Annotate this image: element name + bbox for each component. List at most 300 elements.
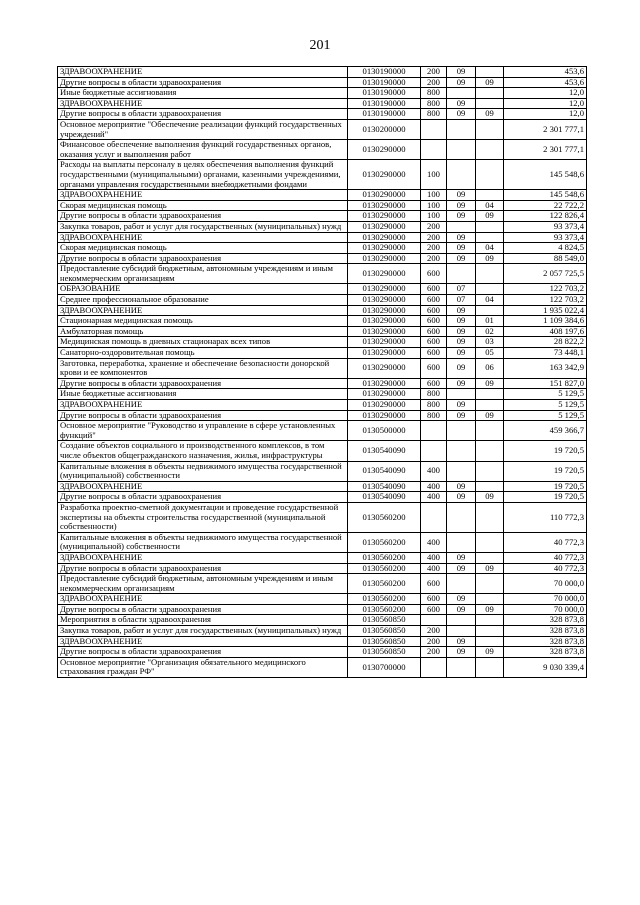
- table-row: [58, 221, 587, 232]
- expense-type-cell: 200: [421, 77, 447, 88]
- table-row: [58, 211, 587, 222]
- expense-type-cell: 600: [421, 295, 447, 306]
- table-row: [58, 232, 587, 243]
- table-row: [58, 316, 587, 327]
- amount-cell: 145 548,6: [504, 190, 587, 201]
- expense-type-cell: [421, 657, 447, 677]
- expense-type-cell: 600: [421, 316, 447, 327]
- target-article-cell: 0130560850: [348, 636, 421, 647]
- target-article-cell: 0130290000: [348, 337, 421, 348]
- amount-cell: 73 448,1: [504, 348, 587, 359]
- table-row: [58, 421, 587, 441]
- expense-type-cell: 600: [421, 284, 447, 295]
- table-row: [58, 67, 587, 78]
- amount-cell: 1 935 022,4: [504, 305, 587, 316]
- table-row: [58, 441, 587, 461]
- table-row: [58, 326, 587, 337]
- expense-name-cell: Другие вопросы в области здравоохранения: [58, 492, 348, 503]
- subsection-cell: 04: [476, 243, 504, 254]
- table-row: [58, 389, 587, 400]
- amount-cell: 88 549,0: [504, 253, 587, 264]
- section-cell: [447, 657, 476, 677]
- section-cell: 09: [447, 552, 476, 563]
- amount-cell: 122 703,2: [504, 295, 587, 306]
- table-row: [58, 98, 587, 109]
- amount-cell: 9 030 339,4: [504, 657, 587, 677]
- section-cell: [447, 502, 476, 532]
- amount-cell: 12,0: [504, 88, 587, 99]
- table-row: [58, 400, 587, 411]
- amount-cell: 110 772,3: [504, 502, 587, 532]
- expense-name-cell: Закупка товаров, работ и услуг для государственных (муниципальных) нужд: [58, 626, 348, 637]
- section-cell: [447, 389, 476, 400]
- expense-type-cell: 800: [421, 389, 447, 400]
- section-cell: 09: [447, 67, 476, 78]
- amount-cell: 93 373,4: [504, 232, 587, 243]
- target-article-cell: 0130190000: [348, 98, 421, 109]
- table-row: [58, 253, 587, 264]
- amount-cell: 151 827,0: [504, 378, 587, 389]
- expense-type-cell: 400: [421, 492, 447, 503]
- target-article-cell: 0130560200: [348, 563, 421, 574]
- expense-name-cell: Финансовое обеспечение выполнения функций государственных органов, оказания услуг и выполнения работ: [58, 140, 348, 160]
- expense-type-cell: 200: [421, 647, 447, 658]
- target-article-cell: 0130540090: [348, 461, 421, 481]
- table-row: [58, 88, 587, 99]
- subsection-cell: 09: [476, 77, 504, 88]
- section-cell: 09: [447, 77, 476, 88]
- target-article-cell: 0130540090: [348, 492, 421, 503]
- target-article-cell: 0130290000: [348, 295, 421, 306]
- target-article-cell: 0130560200: [348, 594, 421, 605]
- section-cell: [447, 264, 476, 284]
- target-article-cell: 0130290000: [348, 211, 421, 222]
- amount-cell: 70 000,0: [504, 574, 587, 594]
- target-article-cell: 0130290000: [348, 284, 421, 295]
- expense-type-cell: 600: [421, 348, 447, 359]
- subsection-cell: [476, 98, 504, 109]
- expense-name-cell: ЗДРАВООХРАНЕНИЕ: [58, 190, 348, 201]
- section-cell: 09: [447, 305, 476, 316]
- subsection-cell: 01: [476, 316, 504, 327]
- section-cell: 09: [447, 378, 476, 389]
- subsection-cell: 09: [476, 378, 504, 389]
- table-row: [58, 119, 587, 139]
- table-row: [58, 305, 587, 316]
- section-cell: 09: [447, 358, 476, 378]
- amount-cell: 12,0: [504, 109, 587, 120]
- section-cell: [447, 532, 476, 552]
- section-cell: [447, 574, 476, 594]
- expense-name-cell: Капитальные вложения в объекты недвижимого имущества государственной (муниципальной) собственности: [58, 461, 348, 481]
- target-article-cell: 0130500000: [348, 421, 421, 441]
- target-article-cell: 0130560200: [348, 552, 421, 563]
- subsection-cell: 09: [476, 410, 504, 421]
- expense-type-cell: 600: [421, 604, 447, 615]
- subsection-cell: [476, 421, 504, 441]
- table-row: [58, 410, 587, 421]
- expense-name-cell: Расходы на выплаты персоналу в целях обеспечения выполнения функций государственными (муниципальными) органами, казенными учреждениями, органами управления государственными внебюджетными фондами: [58, 160, 348, 190]
- amount-cell: 2 057 725,5: [504, 264, 587, 284]
- target-article-cell: 0130200000: [348, 119, 421, 139]
- table-row: [58, 636, 587, 647]
- target-article-cell: 0130190000: [348, 109, 421, 120]
- section-cell: [447, 160, 476, 190]
- target-article-cell: 0130540090: [348, 441, 421, 461]
- amount-cell: 2 301 777,1: [504, 119, 587, 139]
- table-row: [58, 358, 587, 378]
- amount-cell: 145 548,6: [504, 160, 587, 190]
- section-cell: [447, 421, 476, 441]
- subsection-cell: [476, 67, 504, 78]
- target-article-cell: 0130560200: [348, 532, 421, 552]
- expense-type-cell: 200: [421, 636, 447, 647]
- table-row: [58, 160, 587, 190]
- expense-name-cell: Разработка проектно-сметной документации и проведение государственной экспертизы на объекты строительства государственной (муниципальной собственности): [58, 502, 348, 532]
- section-cell: 07: [447, 284, 476, 295]
- expense-name-cell: Другие вопросы в области здравоохранения: [58, 109, 348, 120]
- expense-type-cell: 600: [421, 337, 447, 348]
- target-article-cell: 0130290000: [348, 160, 421, 190]
- amount-cell: 122 826,4: [504, 211, 587, 222]
- amount-cell: 1 109 384,6: [504, 316, 587, 327]
- expense-type-cell: 200: [421, 626, 447, 637]
- section-cell: [447, 140, 476, 160]
- subsection-cell: 05: [476, 348, 504, 359]
- subsection-cell: [476, 615, 504, 626]
- expense-type-cell: 200: [421, 253, 447, 264]
- table-row: [58, 481, 587, 492]
- subsection-cell: [476, 461, 504, 481]
- target-article-cell: 0130290000: [348, 348, 421, 359]
- section-cell: 09: [447, 253, 476, 264]
- subsection-cell: 04: [476, 200, 504, 211]
- subsection-cell: [476, 481, 504, 492]
- section-cell: 09: [447, 109, 476, 120]
- expense-type-cell: 400: [421, 552, 447, 563]
- target-article-cell: 0130560850: [348, 647, 421, 658]
- expense-type-cell: [421, 441, 447, 461]
- expense-name-cell: Медицинская помощь в дневных стационарах всех типов: [58, 337, 348, 348]
- amount-cell: 328 873,8: [504, 615, 587, 626]
- table-row: [58, 502, 587, 532]
- expense-type-cell: [421, 119, 447, 139]
- table-row: [58, 461, 587, 481]
- target-article-cell: 0130290000: [348, 389, 421, 400]
- target-article-cell: 0130560850: [348, 615, 421, 626]
- expense-type-cell: 400: [421, 563, 447, 574]
- expense-name-cell: Среднее профессиональное образование: [58, 295, 348, 306]
- table-row: [58, 563, 587, 574]
- expense-type-cell: 200: [421, 221, 447, 232]
- amount-cell: 19 720,5: [504, 481, 587, 492]
- target-article-cell: 0130290000: [348, 316, 421, 327]
- target-article-cell: 0130560200: [348, 604, 421, 615]
- expense-name-cell: Капитальные вложения в объекты недвижимого имущества государственной (муниципальной) собственности: [58, 532, 348, 552]
- expense-type-cell: 800: [421, 410, 447, 421]
- expense-name-cell: Иные бюджетные ассигнования: [58, 389, 348, 400]
- section-cell: 09: [447, 410, 476, 421]
- subsection-cell: [476, 88, 504, 99]
- amount-cell: 5 129,5: [504, 400, 587, 411]
- expense-type-cell: 200: [421, 243, 447, 254]
- subsection-cell: 09: [476, 647, 504, 658]
- amount-cell: 453,6: [504, 77, 587, 88]
- expense-type-cell: 600: [421, 264, 447, 284]
- section-cell: 09: [447, 200, 476, 211]
- expense-name-cell: Другие вопросы в области здравоохранения: [58, 563, 348, 574]
- amount-cell: 19 720,5: [504, 492, 587, 503]
- table-row: [58, 626, 587, 637]
- amount-cell: 459 366,7: [504, 421, 587, 441]
- subsection-cell: [476, 626, 504, 637]
- expense-type-cell: 100: [421, 200, 447, 211]
- section-cell: [447, 626, 476, 637]
- page-number: 201: [309, 38, 331, 53]
- target-article-cell: 0130290000: [348, 221, 421, 232]
- subsection-cell: [476, 160, 504, 190]
- subsection-cell: 09: [476, 253, 504, 264]
- expense-name-cell: ЗДРАВООХРАНЕНИЕ: [58, 232, 348, 243]
- target-article-cell: 0130290000: [348, 358, 421, 378]
- table-row: [58, 574, 587, 594]
- table-row: [58, 140, 587, 160]
- section-cell: 09: [447, 337, 476, 348]
- target-article-cell: 0130290000: [348, 232, 421, 243]
- section-cell: 09: [447, 190, 476, 201]
- subsection-cell: [476, 264, 504, 284]
- expense-type-cell: 600: [421, 378, 447, 389]
- target-article-cell: 0130290000: [348, 400, 421, 411]
- expense-name-cell: Предоставление субсидий бюджетным, автономным учреждениям и иным некоммерческим организациям: [58, 264, 348, 284]
- table-row: [58, 604, 587, 615]
- table-row: [58, 348, 587, 359]
- expense-name-cell: Стационарная медицинская помощь: [58, 316, 348, 327]
- subsection-cell: 09: [476, 109, 504, 120]
- subsection-cell: 09: [476, 492, 504, 503]
- amount-cell: 28 822,2: [504, 337, 587, 348]
- amount-cell: 328 873,8: [504, 636, 587, 647]
- table-row: [58, 264, 587, 284]
- table-row: [58, 615, 587, 626]
- subsection-cell: [476, 574, 504, 594]
- section-cell: [447, 221, 476, 232]
- expense-name-cell: Другие вопросы в области здравоохранения: [58, 604, 348, 615]
- target-article-cell: 0130560200: [348, 574, 421, 594]
- amount-cell: 328 873,8: [504, 626, 587, 637]
- expense-name-cell: ЗДРАВООХРАНЕНИЕ: [58, 67, 348, 78]
- section-cell: 09: [447, 348, 476, 359]
- target-article-cell: 0130290000: [348, 410, 421, 421]
- amount-cell: 22 722,2: [504, 200, 587, 211]
- table-row: [58, 532, 587, 552]
- target-article-cell: 0130540090: [348, 481, 421, 492]
- table-row: [58, 200, 587, 211]
- expense-type-cell: 100: [421, 160, 447, 190]
- target-article-cell: 0130290000: [348, 326, 421, 337]
- table-row: [58, 657, 587, 677]
- section-cell: [447, 441, 476, 461]
- expense-type-cell: 200: [421, 232, 447, 243]
- amount-cell: 453,6: [504, 67, 587, 78]
- section-cell: [447, 461, 476, 481]
- section-cell: 09: [447, 243, 476, 254]
- table-row: [58, 337, 587, 348]
- expense-name-cell: Другие вопросы в области здравоохранения: [58, 647, 348, 658]
- target-article-cell: 0130290000: [348, 264, 421, 284]
- expense-type-cell: 100: [421, 190, 447, 201]
- target-article-cell: 0130560850: [348, 626, 421, 637]
- subsection-cell: [476, 400, 504, 411]
- expense-type-cell: 800: [421, 88, 447, 99]
- subsection-cell: 09: [476, 563, 504, 574]
- subsection-cell: [476, 232, 504, 243]
- table-row: [58, 243, 587, 254]
- subsection-cell: 09: [476, 604, 504, 615]
- budget-table-body: [58, 67, 587, 678]
- section-cell: 09: [447, 492, 476, 503]
- amount-cell: 40 772,3: [504, 563, 587, 574]
- section-cell: 09: [447, 326, 476, 337]
- expense-name-cell: Другие вопросы в области здравоохранения: [58, 410, 348, 421]
- amount-cell: 5 129,5: [504, 389, 587, 400]
- section-cell: 09: [447, 98, 476, 109]
- expense-type-cell: 400: [421, 461, 447, 481]
- subsection-cell: 06: [476, 358, 504, 378]
- expense-name-cell: Основное мероприятие "Организация обязательного медицинского страхования граждан РФ": [58, 657, 348, 677]
- expense-name-cell: Основное мероприятие "Обеспечение реализации функций государственных учреждений": [58, 119, 348, 139]
- expense-name-cell: Скорая медицинская помощь: [58, 243, 348, 254]
- table-row: [58, 295, 587, 306]
- expense-name-cell: Закупка товаров, работ и услуг для государственных (муниципальных) нужд: [58, 221, 348, 232]
- expense-name-cell: ЗДРАВООХРАНЕНИЕ: [58, 636, 348, 647]
- target-article-cell: 0130190000: [348, 67, 421, 78]
- subsection-cell: 09: [476, 211, 504, 222]
- table-row: [58, 109, 587, 120]
- table-row: [58, 647, 587, 658]
- expense-type-cell: [421, 421, 447, 441]
- expense-type-cell: 800: [421, 400, 447, 411]
- table-row: [58, 594, 587, 605]
- subsection-cell: [476, 190, 504, 201]
- table-row: [58, 77, 587, 88]
- amount-cell: 19 720,5: [504, 441, 587, 461]
- table-row: [58, 378, 587, 389]
- subsection-cell: [476, 441, 504, 461]
- amount-cell: 122 703,2: [504, 284, 587, 295]
- expense-name-cell: Иные бюджетные ассигнования: [58, 88, 348, 99]
- subsection-cell: [476, 594, 504, 605]
- target-article-cell: 0130290000: [348, 200, 421, 211]
- section-cell: 09: [447, 594, 476, 605]
- expense-name-cell: Заготовка, переработка, хранение и обеспечение безопасности донорской крови и ее компонентов: [58, 358, 348, 378]
- expense-name-cell: Другие вопросы в области здравоохранения: [58, 211, 348, 222]
- subsection-cell: [476, 284, 504, 295]
- expense-type-cell: [421, 140, 447, 160]
- expense-type-cell: [421, 615, 447, 626]
- section-cell: 09: [447, 604, 476, 615]
- target-article-cell: 0130290000: [348, 243, 421, 254]
- expense-type-cell: 600: [421, 574, 447, 594]
- amount-cell: 70 000,0: [504, 604, 587, 615]
- subsection-cell: 02: [476, 326, 504, 337]
- section-cell: 07: [447, 295, 476, 306]
- section-cell: [447, 615, 476, 626]
- subsection-cell: [476, 657, 504, 677]
- amount-cell: 19 720,5: [504, 461, 587, 481]
- subsection-cell: [476, 502, 504, 532]
- expense-type-cell: 600: [421, 594, 447, 605]
- subsection-cell: [476, 119, 504, 139]
- amount-cell: 408 197,6: [504, 326, 587, 337]
- section-cell: 09: [447, 316, 476, 327]
- amount-cell: 93 373,4: [504, 221, 587, 232]
- section-cell: 09: [447, 647, 476, 658]
- target-article-cell: 0130290000: [348, 378, 421, 389]
- amount-cell: 40 772,3: [504, 552, 587, 563]
- expense-name-cell: Амбулаторная помощь: [58, 326, 348, 337]
- expense-type-cell: 400: [421, 532, 447, 552]
- amount-cell: 163 342,9: [504, 358, 587, 378]
- amount-cell: 2 301 777,1: [504, 140, 587, 160]
- expense-name-cell: Санаторно-оздоровительная помощь: [58, 348, 348, 359]
- expense-name-cell: Скорая медицинская помощь: [58, 200, 348, 211]
- expense-type-cell: 400: [421, 481, 447, 492]
- expense-name-cell: ОБРАЗОВАНИЕ: [58, 284, 348, 295]
- subsection-cell: 04: [476, 295, 504, 306]
- expense-type-cell: 100: [421, 211, 447, 222]
- target-article-cell: 0130290000: [348, 140, 421, 160]
- amount-cell: 40 772,3: [504, 532, 587, 552]
- section-cell: 09: [447, 400, 476, 411]
- section-cell: 09: [447, 211, 476, 222]
- expense-name-cell: ЗДРАВООХРАНЕНИЕ: [58, 98, 348, 109]
- section-cell: 09: [447, 563, 476, 574]
- subsection-cell: [476, 552, 504, 563]
- expense-name-cell: Основное мероприятие "Руководство и управление в сфере установленных функций": [58, 421, 348, 441]
- expense-name-cell: Другие вопросы в области здравоохранения: [58, 378, 348, 389]
- expense-name-cell: ЗДРАВООХРАНЕНИЕ: [58, 552, 348, 563]
- target-article-cell: 0130290000: [348, 305, 421, 316]
- expense-name-cell: Предоставление субсидий бюджетным, автономным учреждениям и иным некоммерческим организациям: [58, 574, 348, 594]
- expense-type-cell: 600: [421, 305, 447, 316]
- expense-type-cell: 800: [421, 98, 447, 109]
- subsection-cell: [476, 389, 504, 400]
- expense-name-cell: Другие вопросы в области здравоохранения: [58, 77, 348, 88]
- expense-name-cell: ЗДРАВООХРАНЕНИЕ: [58, 481, 348, 492]
- expense-name-cell: Создание объектов социального и производственного комплексов, в том числе объектов общегражданского назначения, жилья, инфраструктуры: [58, 441, 348, 461]
- target-article-cell: 0130190000: [348, 88, 421, 99]
- amount-cell: 70 000,0: [504, 594, 587, 605]
- section-cell: [447, 88, 476, 99]
- amount-cell: 5 129,5: [504, 410, 587, 421]
- amount-cell: 328 873,8: [504, 647, 587, 658]
- expense-type-cell: 200: [421, 67, 447, 78]
- section-cell: 09: [447, 232, 476, 243]
- table-row: [58, 190, 587, 201]
- table-row: [58, 284, 587, 295]
- table-row: [58, 492, 587, 503]
- expense-name-cell: ЗДРАВООХРАНЕНИЕ: [58, 594, 348, 605]
- target-article-cell: 0130290000: [348, 253, 421, 264]
- section-cell: 09: [447, 481, 476, 492]
- subsection-cell: [476, 140, 504, 160]
- subsection-cell: [476, 305, 504, 316]
- subsection-cell: [476, 532, 504, 552]
- target-article-cell: 0130560200: [348, 502, 421, 532]
- target-article-cell: 0130190000: [348, 77, 421, 88]
- subsection-cell: [476, 221, 504, 232]
